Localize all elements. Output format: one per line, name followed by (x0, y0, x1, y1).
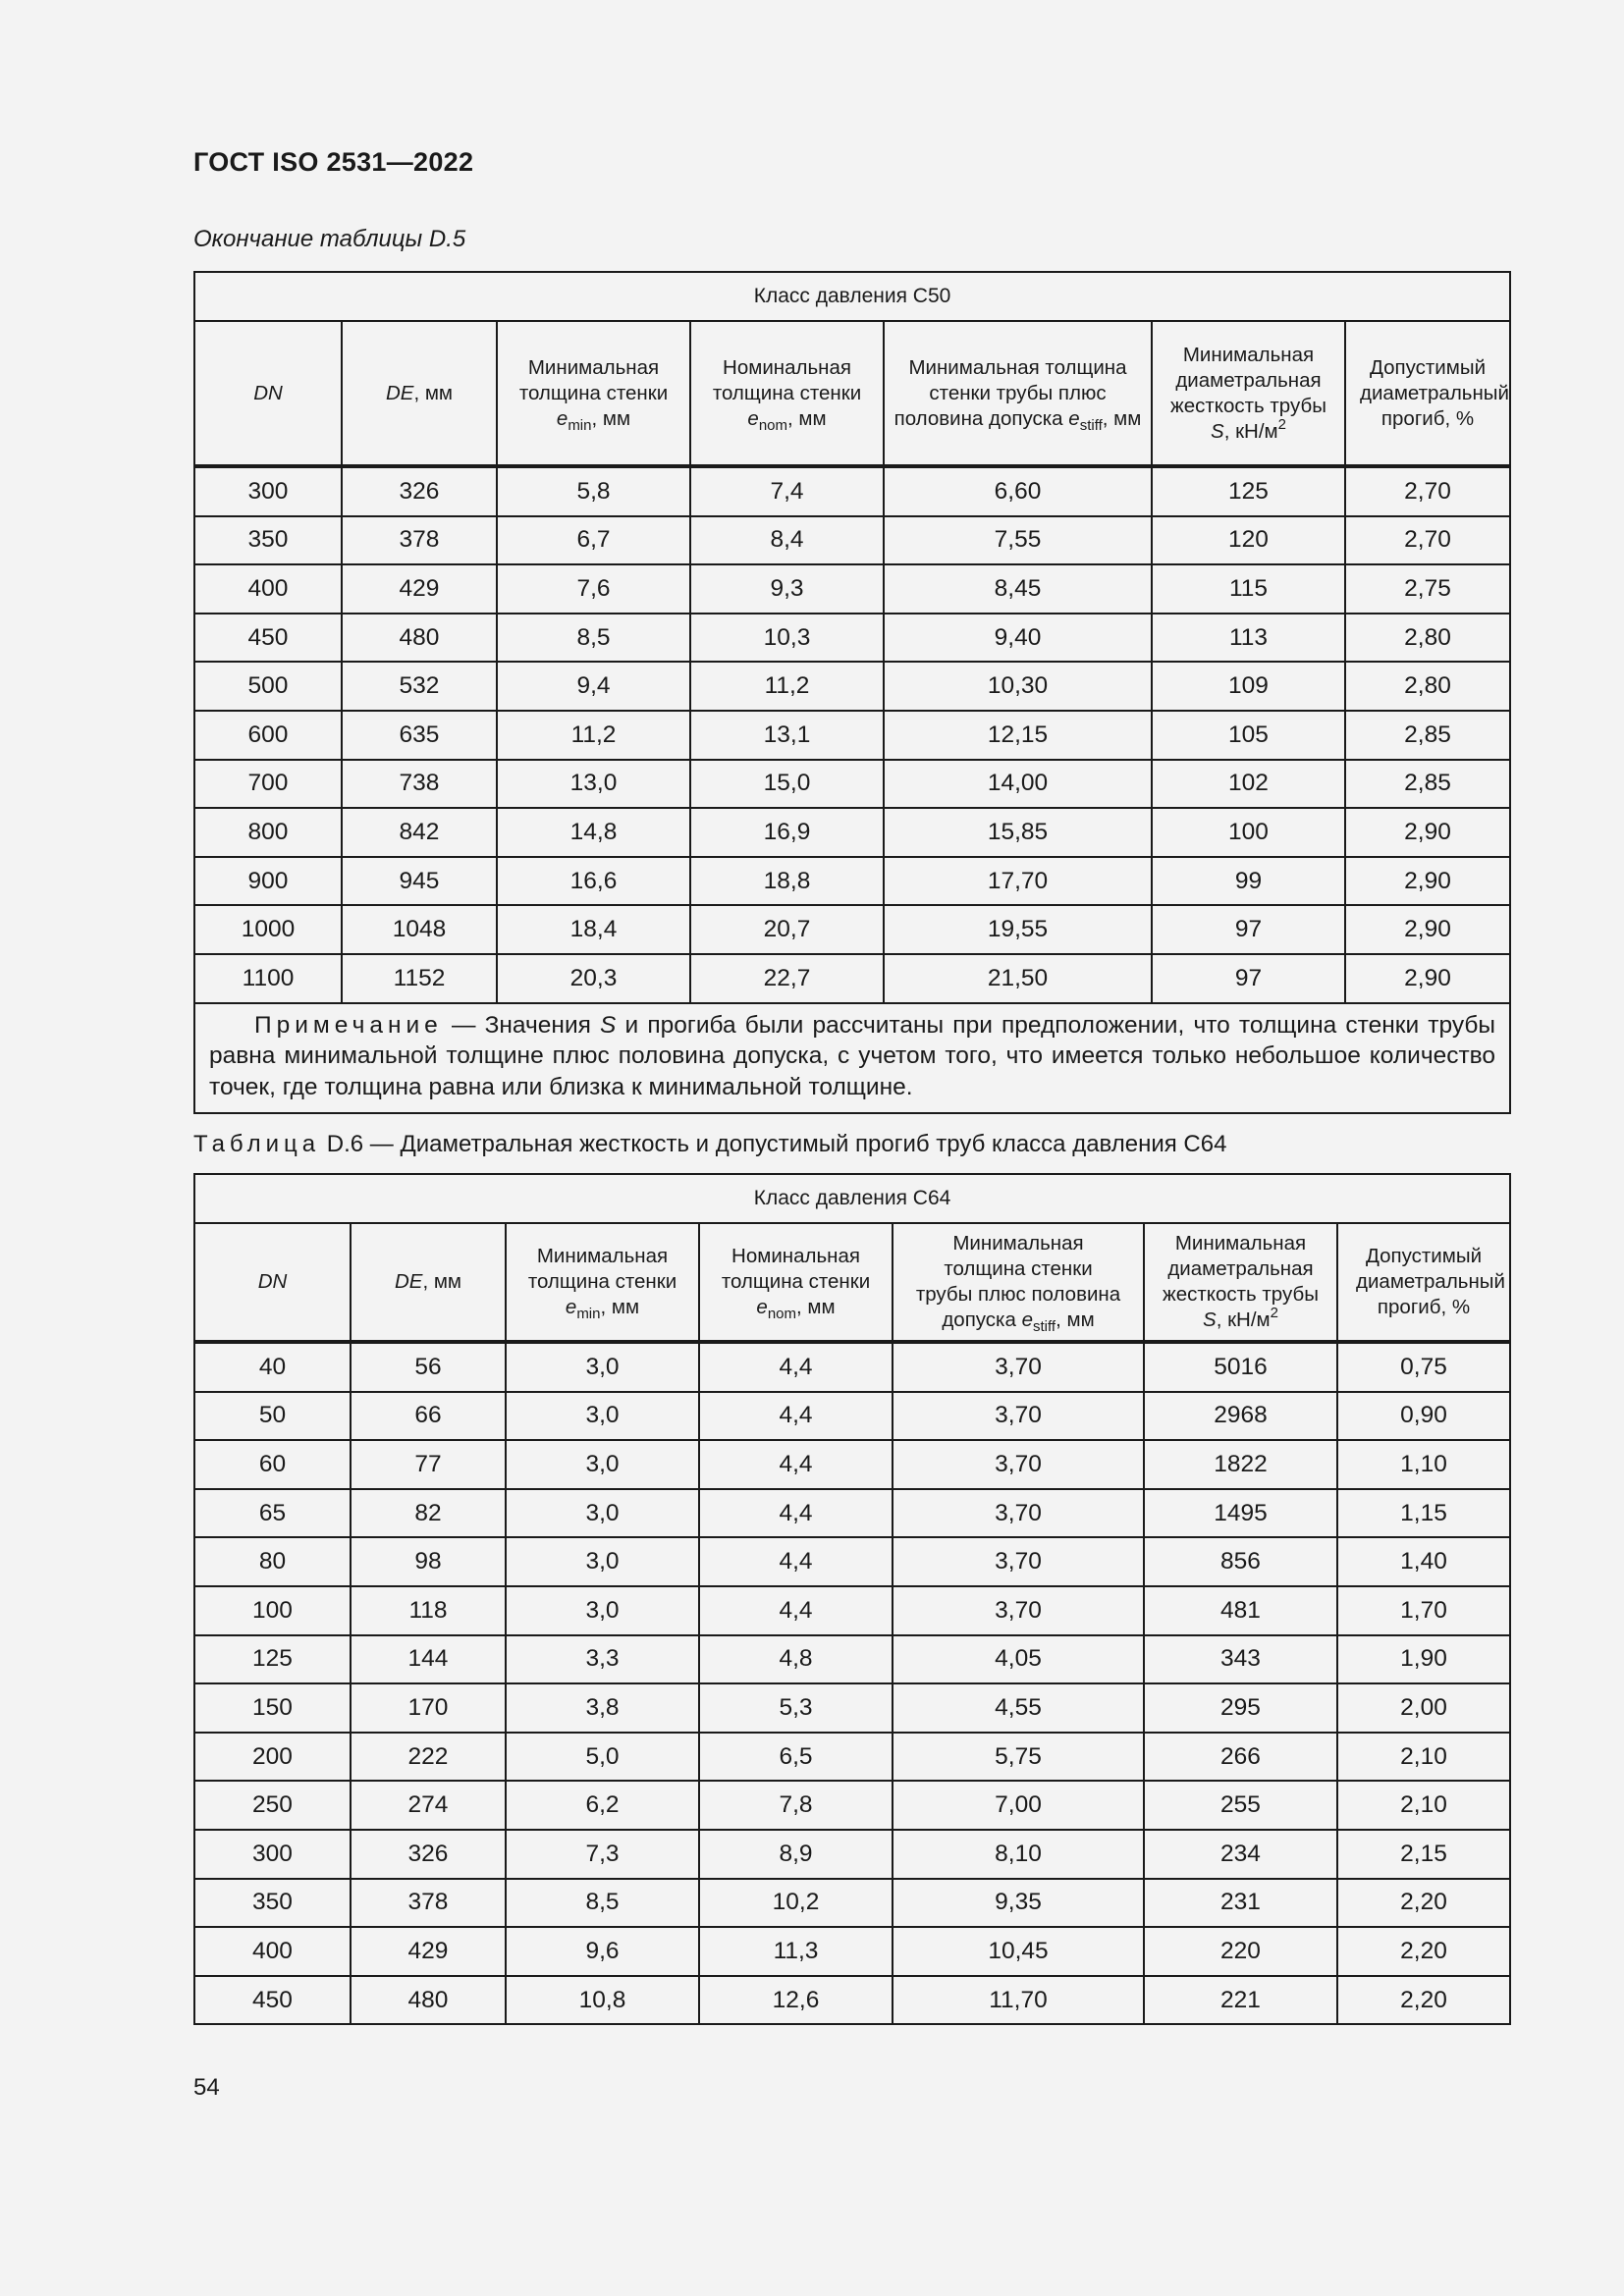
table-cell: 10,3 (690, 614, 884, 663)
table-cell: 1100 (194, 954, 342, 1003)
table-cell: 4,4 (699, 1440, 893, 1489)
table-cell: 480 (351, 1976, 506, 2025)
table-row (194, 905, 1510, 954)
table-cell: 9,40 (884, 614, 1152, 663)
table-cell: 118 (351, 1586, 506, 1635)
table-cell: 3,8 (506, 1683, 699, 1733)
table-cell: 77 (351, 1440, 506, 1489)
table-cell: 4,55 (893, 1683, 1144, 1733)
table-cell: 13,1 (690, 711, 884, 760)
table-cell: 9,35 (893, 1879, 1144, 1928)
header-estiff: Минимальная толщина стенки трубы плюс половина допуска $e_{stiff}$, мм (884, 321, 1152, 466)
table-cell: 6,2 (506, 1781, 699, 1830)
table-cell: 1000 (194, 905, 342, 954)
table-cell: 170 (351, 1683, 506, 1733)
table-d5-c50 (193, 271, 1511, 1114)
table-cell: 343 (1144, 1635, 1337, 1684)
table-cell: 350 (194, 516, 342, 565)
table-cell: 105 (1152, 711, 1345, 760)
table-cell: 1,40 (1337, 1537, 1510, 1586)
table-cell: 3,70 (893, 1537, 1144, 1586)
table-cell: 5016 (1144, 1342, 1337, 1392)
table-cell: 2,20 (1337, 1976, 1510, 2025)
table-cell: 150 (194, 1683, 351, 1733)
table-cell: 3,70 (893, 1342, 1144, 1392)
table-cell: 1152 (342, 954, 497, 1003)
table-cell: 2,10 (1337, 1781, 1510, 1830)
table-cell: 9,4 (497, 662, 690, 711)
table-cell: 40 (194, 1342, 351, 1392)
header-estiff: Минимальная толщина стенки трубы плюс половина допуска $e_{stiff}$, мм (893, 1223, 1144, 1342)
table-row (194, 516, 1510, 565)
table-row (194, 1440, 1510, 1489)
table-cell: 5,3 (699, 1683, 893, 1733)
table-cell: 7,4 (690, 466, 884, 516)
pressure-class-title: Класс давления С64 (194, 1174, 1510, 1223)
table-cell: 120 (1152, 516, 1345, 565)
table-cell: 2,90 (1345, 954, 1510, 1003)
table-cell: 11,2 (497, 711, 690, 760)
header-stiffness: Минимальная диаметральная жесткость трубы S, $кН/м^2$ (1152, 321, 1345, 466)
table-cell: 300 (194, 466, 342, 516)
table-cell: 18,4 (497, 905, 690, 954)
table-cell: 3,0 (506, 1537, 699, 1586)
table-cell: 0,90 (1337, 1392, 1510, 1441)
table-cell: 3,0 (506, 1586, 699, 1635)
table-cell: 4,4 (699, 1342, 893, 1392)
table-cell: 102 (1152, 760, 1345, 809)
table-cell: 2,80 (1345, 662, 1510, 711)
table-d6-caption: Таблица D.6 — Диаметральная жесткость и допустимый прогиб труб класса давления С64 (193, 1131, 1227, 1157)
table-cell: 97 (1152, 905, 1345, 954)
table-row (194, 564, 1510, 614)
table-cell: 15,85 (884, 808, 1152, 857)
table-cell: 9,6 (506, 1927, 699, 1976)
table-cell: 300 (194, 1830, 351, 1879)
table-cell: 14,8 (497, 808, 690, 857)
table-cell: 6,5 (699, 1733, 893, 1782)
table-cell: 20,7 (690, 905, 884, 954)
table-body (194, 1342, 1510, 2024)
table-row (194, 1635, 1510, 1684)
table-cell: 856 (1144, 1537, 1337, 1586)
table-cell: 350 (194, 1879, 351, 1928)
table-cell: 1,15 (1337, 1489, 1510, 1538)
table-cell: 842 (342, 808, 497, 857)
table-cell: 450 (194, 1976, 351, 2025)
table-row (194, 614, 1510, 663)
table-cell: 144 (351, 1635, 506, 1684)
table-cell: 12,15 (884, 711, 1152, 760)
table-cell: 3,0 (506, 1489, 699, 1538)
table-cell: 100 (1152, 808, 1345, 857)
header-deflection: Допустимый диаметральный прогиб, % (1345, 321, 1510, 466)
header-dn: DN (194, 1223, 351, 1342)
header-stiffness: Минимальная диаметральная жесткость трубы S, $кН/м^2$ (1144, 1223, 1337, 1342)
table-cell: 200 (194, 1733, 351, 1782)
table-cell: 11,3 (699, 1927, 893, 1976)
table-cell: 11,2 (690, 662, 884, 711)
header-de: DE, мм (342, 321, 497, 466)
table-cell: 56 (351, 1342, 506, 1392)
table-row (194, 954, 1510, 1003)
table-cell: 326 (342, 466, 497, 516)
table-cell: 12,6 (699, 1976, 893, 2025)
table-cell: 7,55 (884, 516, 1152, 565)
table-row (194, 1537, 1510, 1586)
table-cell: 99 (1152, 857, 1345, 906)
header-de: DE, мм (351, 1223, 506, 1342)
table-cell: 2,85 (1345, 760, 1510, 809)
table-cell: 945 (342, 857, 497, 906)
table-cell: 274 (351, 1781, 506, 1830)
header-emin: Минимальная толщина стенки $e_{min}$, мм (497, 321, 690, 466)
header-enom: Номинальная толщина стенки $e_{nom}$, мм (699, 1223, 893, 1342)
table-cell: 2,20 (1337, 1927, 1510, 1976)
table-cell: 2,00 (1337, 1683, 1510, 1733)
table-cell: 60 (194, 1440, 351, 1489)
table-cell: 1048 (342, 905, 497, 954)
table-cell: 738 (342, 760, 497, 809)
table-cell: 600 (194, 711, 342, 760)
table-row (194, 1342, 1510, 1392)
document-header: ГОСТ ISO 2531—2022 (193, 147, 474, 177)
table-cell: 7,6 (497, 564, 690, 614)
table-cell: 113 (1152, 614, 1345, 663)
table-row (194, 1830, 1510, 1879)
table-cell: 5,8 (497, 466, 690, 516)
table-cell: 109 (1152, 662, 1345, 711)
table-row (194, 1683, 1510, 1733)
table-cell: 378 (342, 516, 497, 565)
table-cell: 2968 (1144, 1392, 1337, 1441)
table-cell: 1822 (1144, 1440, 1337, 1489)
table-cell: 18,8 (690, 857, 884, 906)
table-cell: 82 (351, 1489, 506, 1538)
table-cell: 7,3 (506, 1830, 699, 1879)
table-cell: 98 (351, 1537, 506, 1586)
table-cell: 19,55 (884, 905, 1152, 954)
table-cell: 10,2 (699, 1879, 893, 1928)
table-cell: 250 (194, 1781, 351, 1830)
table-cell: 10,30 (884, 662, 1152, 711)
table-row (194, 808, 1510, 857)
header-emin: Минимальная толщина стенки $e_{min}$, мм (506, 1223, 699, 1342)
table-cell: 3,70 (893, 1392, 1144, 1441)
table-cell: 8,5 (506, 1879, 699, 1928)
table-cell: 21,50 (884, 954, 1152, 1003)
table-cell: 2,20 (1337, 1879, 1510, 1928)
table-row (194, 711, 1510, 760)
table-cell: 3,0 (506, 1342, 699, 1392)
pressure-class-title: Класс давления С50 (194, 272, 1510, 321)
table-cell: 16,9 (690, 808, 884, 857)
table-body (194, 466, 1510, 1003)
table-cell: 1,90 (1337, 1635, 1510, 1684)
table-cell: 100 (194, 1586, 351, 1635)
table-cell: 9,3 (690, 564, 884, 614)
table-row (194, 1489, 1510, 1538)
table-cell: 1,10 (1337, 1440, 1510, 1489)
table-cell: 13,0 (497, 760, 690, 809)
table-cell: 429 (342, 564, 497, 614)
table-cell: 221 (1144, 1976, 1337, 2025)
header-deflection: Допустимый диаметральный прогиб, % (1337, 1223, 1510, 1342)
table-cell: 2,90 (1345, 905, 1510, 954)
table-cell: 2,15 (1337, 1830, 1510, 1879)
table-cell: 8,45 (884, 564, 1152, 614)
table-cell: 2,75 (1345, 564, 1510, 614)
table-cell: 2,70 (1345, 466, 1510, 516)
table-cell: 4,4 (699, 1489, 893, 1538)
table-cell: 378 (351, 1879, 506, 1928)
table-cell: 429 (351, 1927, 506, 1976)
header-enom: Номинальная толщина стенки $e_{nom}$, мм (690, 321, 884, 466)
table-cell: 8,10 (893, 1830, 1144, 1879)
table-row (194, 662, 1510, 711)
table-cell: 4,05 (893, 1635, 1144, 1684)
table-cell: 15,0 (690, 760, 884, 809)
table-cell: 22,7 (690, 954, 884, 1003)
table-cell: 7,00 (893, 1781, 1144, 1830)
table-cell: 50 (194, 1392, 351, 1441)
table-cell: 17,70 (884, 857, 1152, 906)
table-cell: 900 (194, 857, 342, 906)
table-cell: 480 (342, 614, 497, 663)
table-cell: 1495 (1144, 1489, 1337, 1538)
table-cell: 635 (342, 711, 497, 760)
table-cell: 8,5 (497, 614, 690, 663)
table-cell: 125 (1152, 466, 1345, 516)
table-cell: 5,75 (893, 1733, 1144, 1782)
table-cell: 295 (1144, 1683, 1337, 1733)
table-cell: 400 (194, 1927, 351, 1976)
table-note: Примечание — Значения S и прогиба были рассчитаны при предположении, что толщина стенки трубы равна минимальной толщине плюс половина допуска, с учетом того, что имеется только небольшое количество точек, где толщина равна или близка к минимальной толщине. (194, 1003, 1510, 1114)
table-cell: 1,70 (1337, 1586, 1510, 1635)
table-row (194, 1976, 1510, 2025)
table-continuation-caption: Окончание таблицы D.5 (193, 226, 466, 252)
table-cell: 234 (1144, 1830, 1337, 1879)
table-cell: 2,70 (1345, 516, 1510, 565)
table-row (194, 1879, 1510, 1928)
note-label: Примечание (254, 1011, 443, 1039)
table-cell: 66 (351, 1392, 506, 1441)
table-cell: 6,60 (884, 466, 1152, 516)
table-cell: 10,8 (506, 1976, 699, 2025)
table-cell: 220 (1144, 1927, 1337, 1976)
table-cell: 700 (194, 760, 342, 809)
table-cell: 4,4 (699, 1537, 893, 1586)
table-row (194, 1586, 1510, 1635)
table-cell: 3,0 (506, 1440, 699, 1489)
table-cell: 500 (194, 662, 342, 711)
table-cell: 5,0 (506, 1733, 699, 1782)
table-cell: 80 (194, 1537, 351, 1586)
table-cell: 4,8 (699, 1635, 893, 1684)
table-cell: 8,9 (699, 1830, 893, 1879)
table-cell: 3,0 (506, 1392, 699, 1441)
table-cell: 6,7 (497, 516, 690, 565)
table-row (194, 1392, 1510, 1441)
table-cell: 11,70 (893, 1976, 1144, 2025)
table-cell: 3,70 (893, 1586, 1144, 1635)
page-number: 54 (193, 2074, 220, 2101)
table-cell: 2,80 (1345, 614, 1510, 663)
table-row (194, 857, 1510, 906)
table-cell: 231 (1144, 1879, 1337, 1928)
table-row (194, 1781, 1510, 1830)
table-cell: 326 (351, 1830, 506, 1879)
table-cell: 14,00 (884, 760, 1152, 809)
table-cell: 450 (194, 614, 342, 663)
table-cell: 16,6 (497, 857, 690, 906)
table-row (194, 1733, 1510, 1782)
table-cell: 3,3 (506, 1635, 699, 1684)
table-cell: 222 (351, 1733, 506, 1782)
table-cell: 125 (194, 1635, 351, 1684)
table-cell: 115 (1152, 564, 1345, 614)
table-row (194, 466, 1510, 516)
table-cell: 2,90 (1345, 857, 1510, 906)
table-cell: 7,8 (699, 1781, 893, 1830)
table-cell: 97 (1152, 954, 1345, 1003)
table-cell: 10,45 (893, 1927, 1144, 1976)
table-cell: 3,70 (893, 1440, 1144, 1489)
table-cell: 266 (1144, 1733, 1337, 1782)
table-cell: 4,4 (699, 1586, 893, 1635)
table-row (194, 760, 1510, 809)
table-cell: 532 (342, 662, 497, 711)
table-cell: 4,4 (699, 1392, 893, 1441)
table-cell: 400 (194, 564, 342, 614)
table-cell: 2,85 (1345, 711, 1510, 760)
table-cell: 481 (1144, 1586, 1337, 1635)
header-dn: DN (194, 321, 342, 466)
table-cell: 255 (1144, 1781, 1337, 1830)
table-d6-c64 (193, 1173, 1511, 2025)
table-cell: 8,4 (690, 516, 884, 565)
table-cell: 20,3 (497, 954, 690, 1003)
table-row (194, 1927, 1510, 1976)
table-cell: 3,70 (893, 1489, 1144, 1538)
table-cell: 2,10 (1337, 1733, 1510, 1782)
table-cell: 0,75 (1337, 1342, 1510, 1392)
table-cell: 65 (194, 1489, 351, 1538)
table-cell: 800 (194, 808, 342, 857)
table-cell: 2,90 (1345, 808, 1510, 857)
